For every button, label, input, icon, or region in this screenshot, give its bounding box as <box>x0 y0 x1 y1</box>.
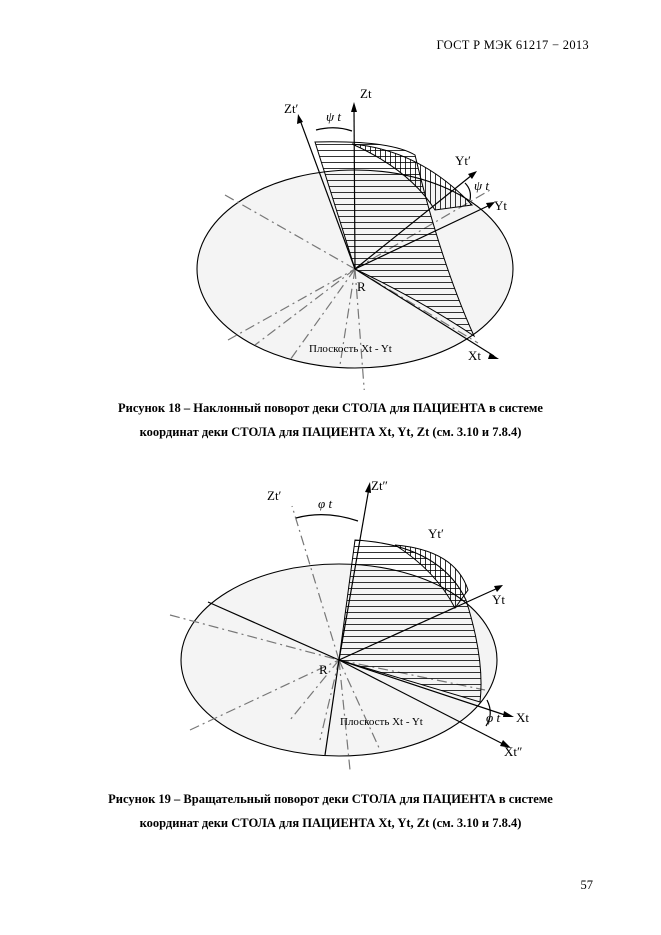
label-plane: Плоскость Xt - Yt <box>309 343 392 355</box>
label-xt: Xt <box>516 710 529 725</box>
caption-line: координат деки СТОЛА для ПАЦИЕНТА Xt, Yt, Zt (см. 3.10 и 7.8.4) <box>139 816 522 830</box>
label-r: R <box>357 279 366 294</box>
psi-arc <box>316 128 352 131</box>
label-yt: Yt <box>492 592 505 607</box>
label-zt-dprime: Zt″ <box>371 478 388 493</box>
label-r: R <box>319 662 328 677</box>
label-xt: Xt <box>468 348 481 363</box>
label-yt: Yt <box>494 198 507 213</box>
label-phi-2: φ t <box>486 710 501 725</box>
caption-line: Рисунок 18 – Наклонный поворот деки СТОЛА для ПАЦИЕНТА в системе <box>118 401 543 415</box>
label-yt-prime: Yt′ <box>428 526 444 541</box>
figure-18-diagram <box>0 80 661 390</box>
label-yt-prime: Yt′ <box>455 153 471 168</box>
label-zt: Zt <box>360 86 372 101</box>
figure-19-caption <box>0 787 661 835</box>
label-psi-2: ψ t <box>474 178 489 193</box>
label-zt-prime: Zt′ <box>284 101 299 116</box>
figure-19-diagram <box>0 470 661 780</box>
psi-arc-2 <box>465 183 470 200</box>
label-plane: Плоскость Xt - Yt <box>340 716 423 728</box>
label-phi: φ t <box>318 496 333 511</box>
phi-arc <box>296 515 358 521</box>
label-xt-dprime: Xt″ <box>504 744 523 759</box>
figure-18-caption <box>0 396 661 444</box>
caption-line: Рисунок 19 – Вращательный поворот деки СТОЛА для ПАЦИЕНТА в системе <box>108 792 553 806</box>
caption-line: координат деки СТОЛА для ПАЦИЕНТА Xt, Yt, Zt (см. 3.10 и 7.8.4) <box>139 425 522 439</box>
page-number: 57 <box>580 878 593 892</box>
label-zt-prime: Zt′ <box>267 488 282 503</box>
document-header: ГОСТ Р МЭК 61217 − 2013 <box>436 38 589 52</box>
label-psi: ψ t <box>326 109 341 124</box>
